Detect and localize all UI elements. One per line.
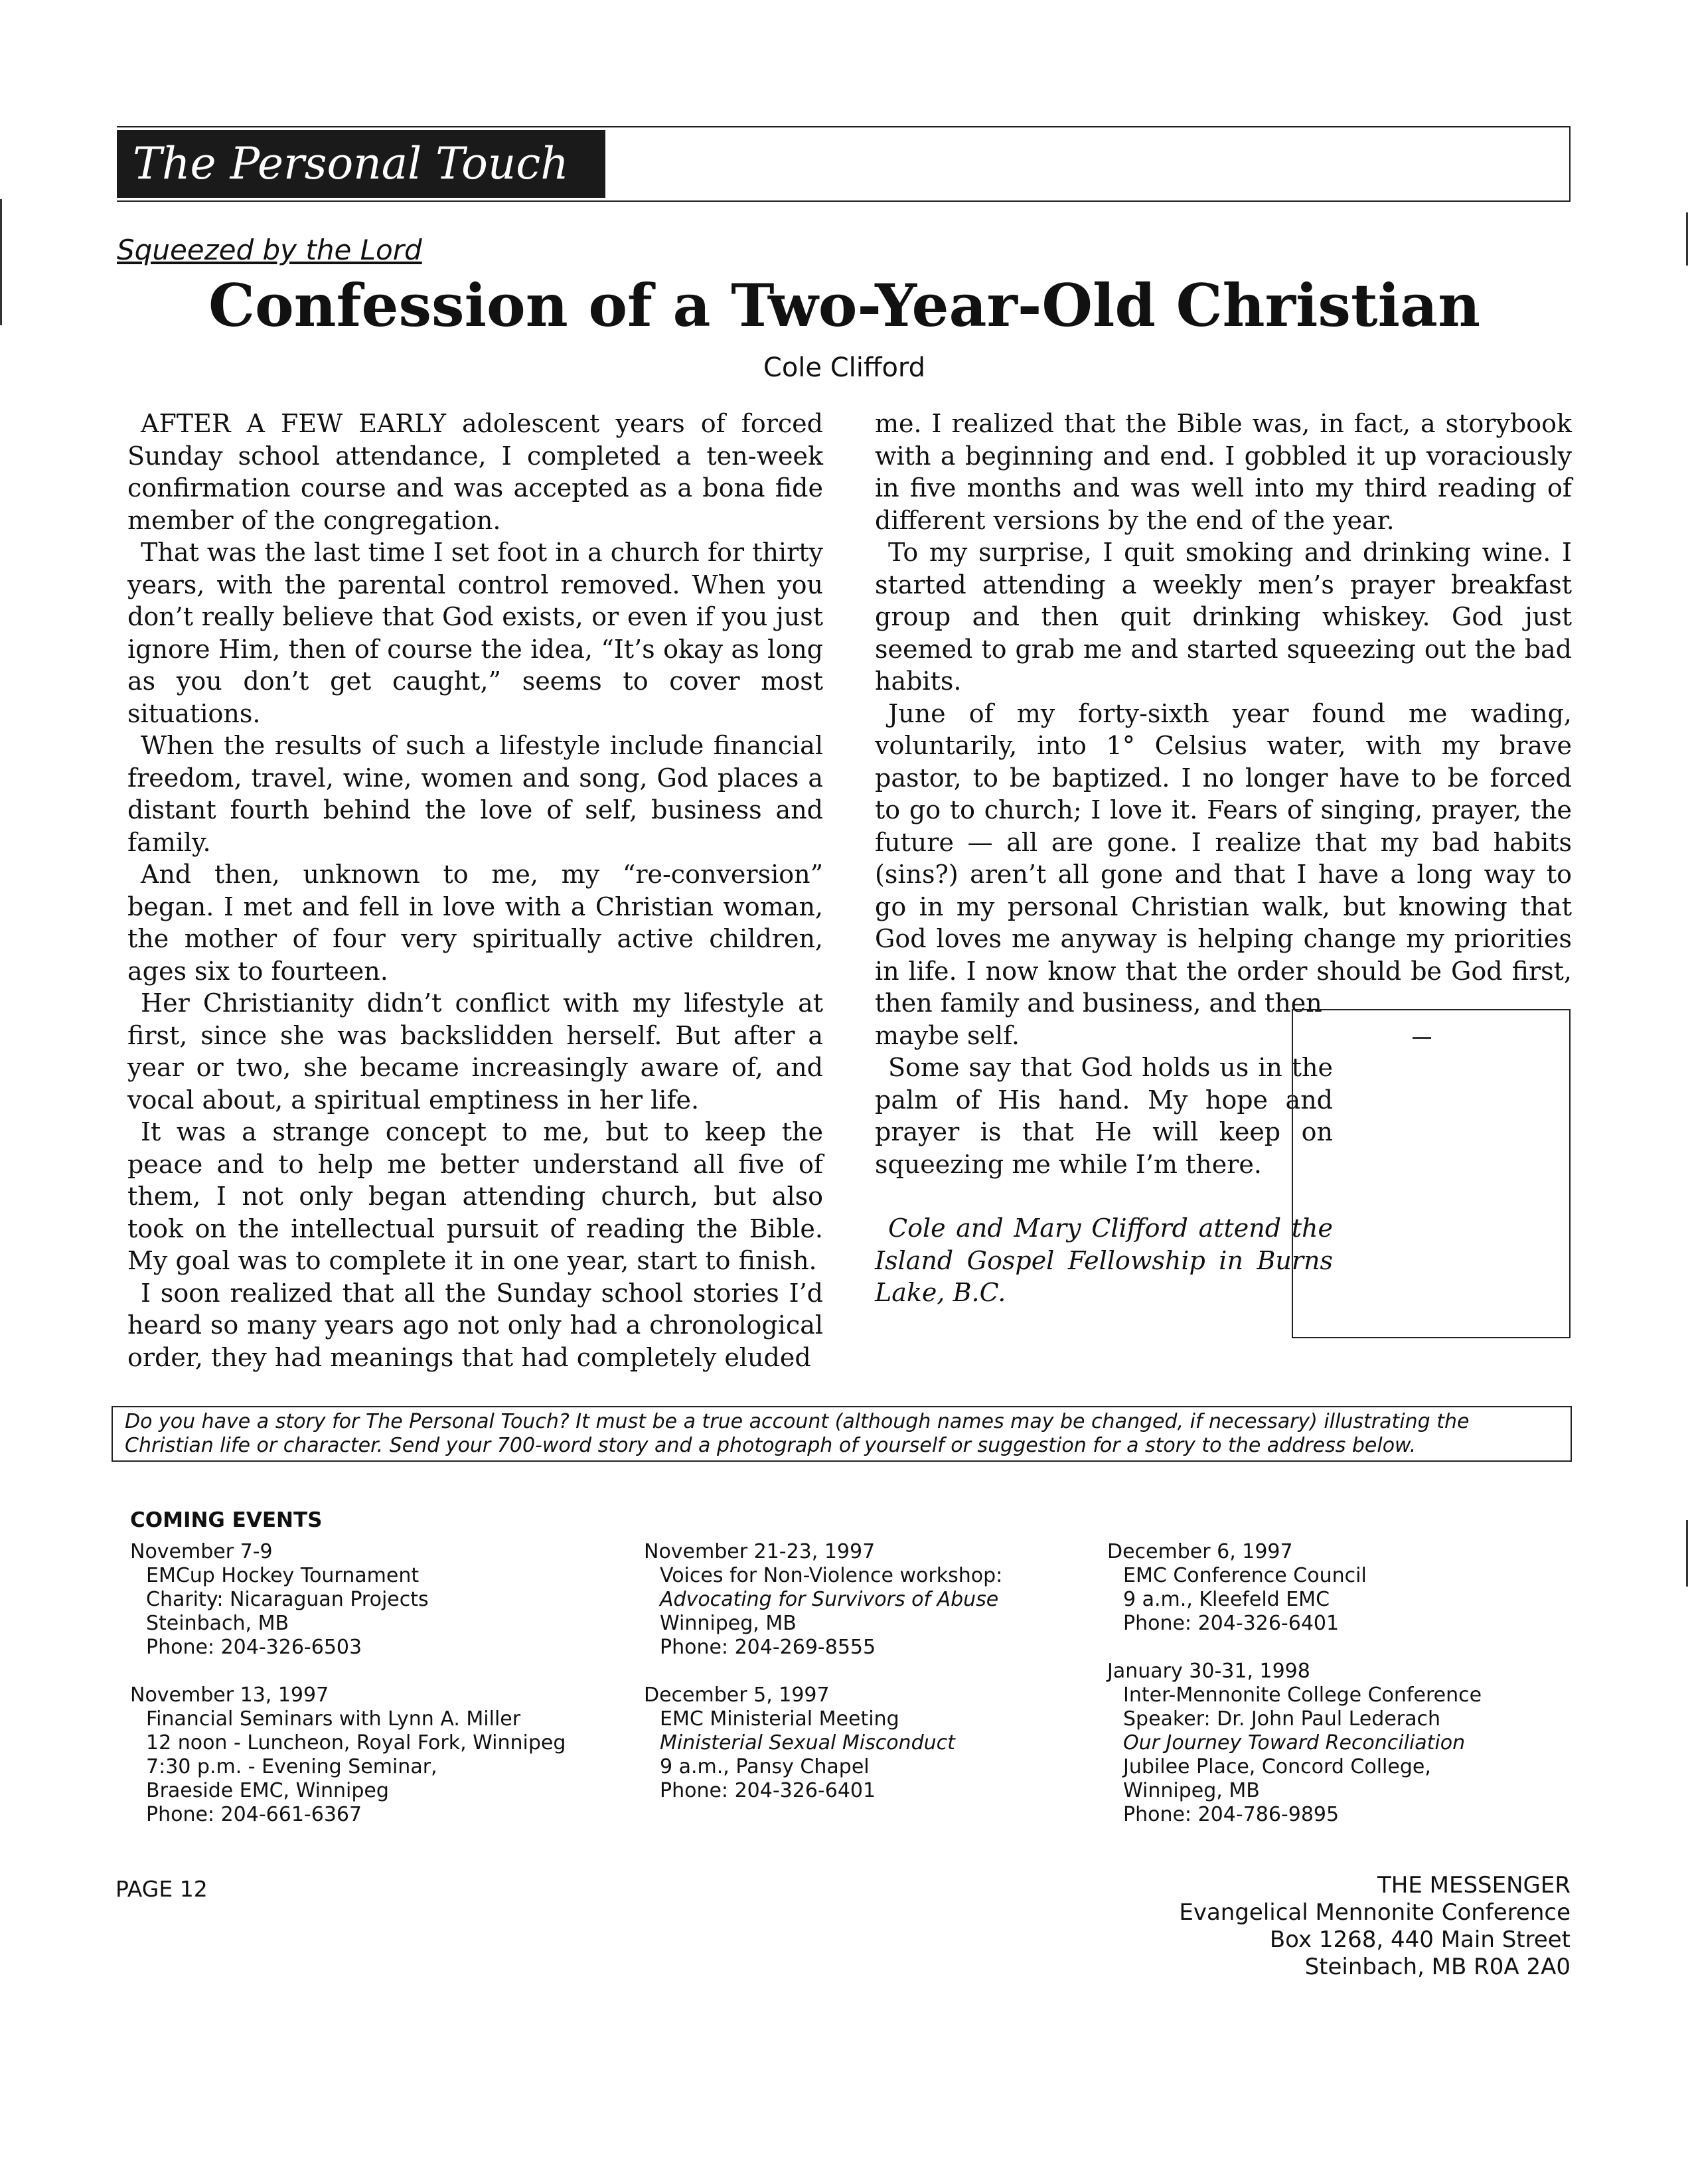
event-line: 9 a.m., Pansy Chapel (660, 1755, 870, 1778)
event-line: Phone: 204-326-6503 (146, 1636, 362, 1659)
article-column-left (127, 408, 823, 1373)
author-credit: Cole and Mary Clifford attend the Island Gospel Fellowship in Burns Lake, B.C. (875, 1213, 1333, 1307)
article-paragraph: maybe self. (875, 1020, 1020, 1050)
event-date: December 6, 1997 (1107, 1540, 1293, 1563)
article-paragraph: June of my forty-sixth year found me wading, voluntarily, into 1° Celsius water, with my brave pastor, to be baptized. I no longer have to be forced to go to church; I love it. Fears of singing, prayer, the future — all are gone. I realize that my bad habits (sins?) aren’t all gone and that I have a long way to go in my personal Christian walk, but knowing that God loves me anyway is helping change my priorities in life. I now know that the order should be God first, then family and business, and then (875, 698, 1572, 1018)
article-paragraph: To my surprise, I quit smoking and drinking wine. I started attending a weekly men’s prayer breakfast group and then quit drinking whiskey. God just seemed to grab me and started squeezing out the bad habits. (875, 538, 1572, 696)
scan-edge-mark (1686, 212, 1688, 266)
event-line: Jubilee Place, Concord College, (1123, 1755, 1431, 1778)
article-paragraph: That was the last time I set foot in a church for thirty years, with the parental control removed. When you don’t really believe that God exists, or even if you just ignore Him, then of course the idea, “It’s okay as long as you don’t get caught,” seems to cover most situations. (127, 538, 823, 728)
event-line: 9 a.m., Kleefeld EMC (1123, 1588, 1330, 1611)
article-paragraph: me. I realized that the Bible was, in fact, a storybook with a beginning and end. I gobbled it up voraciously in five months and was well into my third reading of different versions by the end of the year. (875, 409, 1572, 535)
event-date: December 5, 1997 (644, 1683, 830, 1707)
event-line: EMC Ministerial Meeting (660, 1707, 899, 1731)
article-paragraph: Her Christianity didn’t conflict with my lifestyle at first, since she was backslidden herself. But after a year or two, she became increasingly aware of, and vocal about, a spiritual emptiness in her life. (127, 988, 823, 1115)
event-item (130, 1540, 595, 1660)
event-line: Steinbach, MB (146, 1612, 289, 1635)
event-item (1107, 1540, 1572, 1636)
article-paragraph: Some say that God holds us in the palm of His hand. My hope and prayer is that He will keep on squeezing me while I’m there. (875, 1053, 1333, 1179)
event-line: Phone: 204-786-9895 (1123, 1803, 1340, 1826)
address-line: Evangelical Mennonite Conference (1179, 1899, 1571, 1926)
page-number: PAGE 12 (115, 1876, 208, 1902)
address-line: Steinbach, MB R0A 2A0 (1304, 1954, 1571, 1980)
event-line: Inter-Mennonite College Conference (1123, 1683, 1482, 1707)
headline: Confession of a Two-Year-Old Christian (208, 271, 1481, 340)
event-line: Our Journey Toward Reconciliation (1123, 1731, 1466, 1755)
byline: Cole Clifford (763, 352, 926, 383)
scan-edge-mark (0, 199, 2, 325)
event-line: Phone: 204-326-6401 (1123, 1612, 1340, 1635)
event-date: January 30-31, 1998 (1107, 1660, 1310, 1683)
event-line: Phone: 204-269-8555 (660, 1636, 876, 1659)
submission-note: Do you have a story for The Personal Touch? It must be a true account (although names may be changed, if necessary) illustrating the Christian life or character. Send your 700-word story and a photograph of yourself or suggestion for a story to the address below. (112, 1406, 1572, 1462)
event-line: Voices for Non-Violence workshop: (660, 1564, 1003, 1587)
photo-placeholder (1292, 1009, 1571, 1338)
article-paragraph: I soon realized that all the Sunday school stories I’d heard so many years ago not only had a chronological order, they had meanings that had completely eluded (127, 1278, 823, 1372)
event-line: Advocating for Survivors of Abuse (660, 1588, 999, 1611)
event-line: Phone: 204-326-6401 (660, 1779, 876, 1802)
photo-mark (1413, 1037, 1431, 1039)
events-column (644, 1540, 1109, 1827)
event-date: November 13, 1997 (130, 1683, 329, 1707)
event-item (644, 1683, 1109, 1803)
article-narrow-block (875, 1020, 1333, 1309)
events-column (1107, 1540, 1572, 1851)
event-line: EMCup Hockey Tournament (146, 1564, 420, 1587)
article-paragraph: AFTER A FEW EARLY adolescent years of forced Sunday school attendance, I completed a ten-week confirmation course and was accepted as a bona fide member of the congregation. (127, 409, 823, 535)
article-paragraph: When the results of such a lifestyle include financial freedom, travel, wine, women and song, God places a distant fourth behind the love of self, business and family. (127, 731, 823, 857)
event-line: Charity: Nicaraguan Projects (146, 1588, 429, 1611)
kicker: Squeezed by the Lord (117, 234, 422, 266)
event-line: Ministerial Sexual Misconduct (660, 1731, 955, 1755)
events-heading: COMING EVENTS (130, 1508, 323, 1532)
address-line: THE MESSENGER (1377, 1872, 1571, 1899)
event-date: November 21-23, 1997 (644, 1540, 876, 1563)
event-line: EMC Conference Council (1123, 1564, 1367, 1587)
event-line: 7:30 p.m. - Evening Seminar, (146, 1755, 437, 1778)
article-paragraph: And then, unknown to me, my “re-conversion” began. I met and fell in love with a Christian woman, the mother of four very spiritually active children, ages six to fourteen. (127, 860, 823, 986)
section-label: The Personal Touch (117, 130, 605, 198)
address-line: Box 1268, 440 Main Street (1269, 1926, 1571, 1953)
publisher-address (1179, 1872, 1571, 1981)
event-line: Financial Seminars with Lynn A. Miller (146, 1707, 521, 1731)
event-item (1107, 1660, 1572, 1827)
event-line: Phone: 204-661-6367 (146, 1803, 362, 1826)
event-line: 12 noon - Luncheon, Royal Fork, Winnipeg (146, 1731, 566, 1755)
event-line: Speaker: Dr. John Paul Lederach (1123, 1707, 1441, 1731)
event-line: Winnipeg, MB (1123, 1779, 1260, 1802)
event-item (644, 1540, 1109, 1660)
article-paragraph: It was a strange concept to me, but to keep the peace and to help me better understand all five of them, I not only began attending church, but also took on the intellectual pursuit of reading the Bible. My goal was to complete it in one year, start to finish. (127, 1117, 823, 1275)
scan-edge-mark (1686, 1520, 1688, 1587)
event-date: November 7-9 (130, 1540, 273, 1563)
event-item (130, 1683, 595, 1827)
event-line: Braeside EMC, Winnipeg (146, 1779, 389, 1802)
event-line: Winnipeg, MB (660, 1612, 797, 1635)
events-column (130, 1540, 595, 1851)
